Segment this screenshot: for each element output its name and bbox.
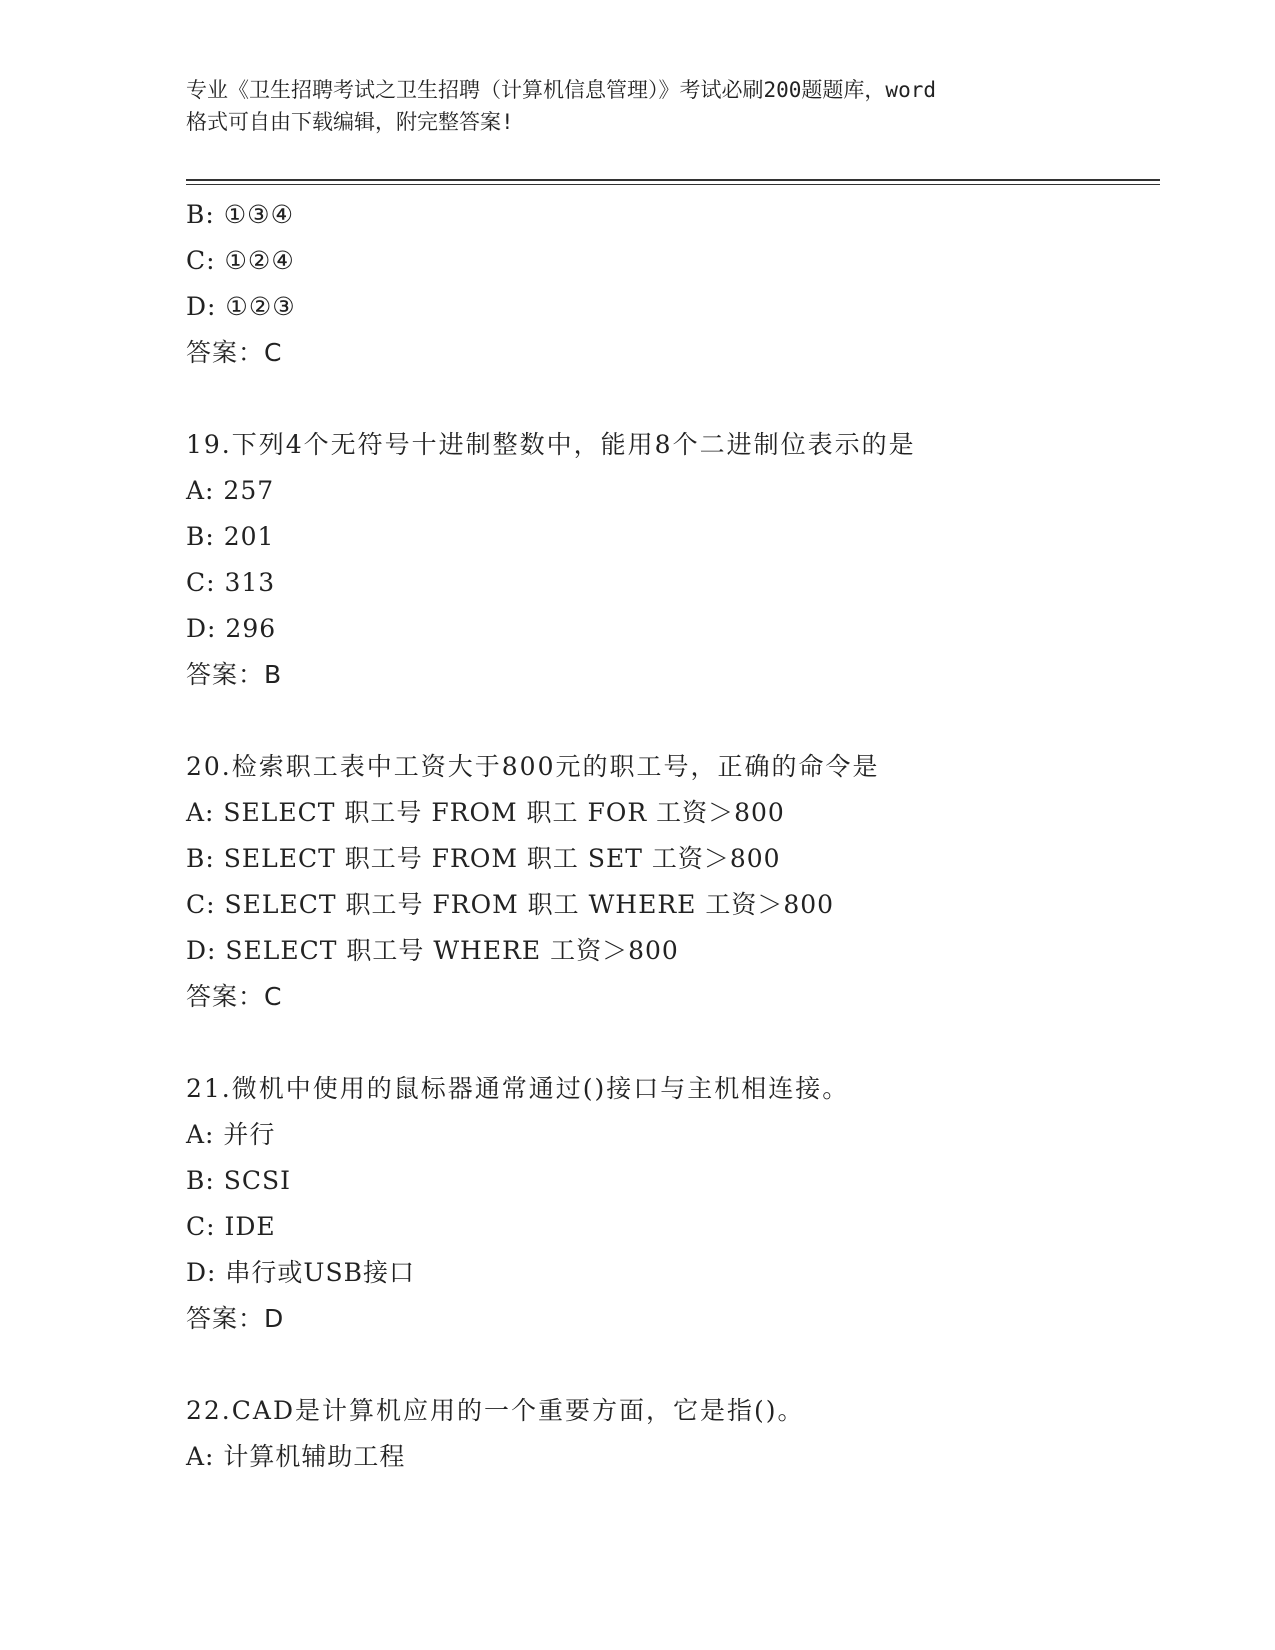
option-c: C: IDE	[186, 1212, 276, 1241]
option-b: B: ①③④	[186, 200, 294, 229]
header-line-2: 格式可自由下载编辑，附完整答案!	[186, 110, 514, 134]
header-rule-thick	[186, 179, 1160, 181]
option-b: B: SCSI	[186, 1166, 291, 1195]
option-d: D: SELECT 职工号 WHERE 工资＞800	[186, 936, 679, 965]
spacer	[186, 376, 1146, 422]
question-list	[186, 192, 1146, 1480]
option-b: B: 201	[186, 522, 275, 551]
question-stem: 22.CAD是计算机应用的一个重要方面，它是指()。	[186, 1396, 805, 1425]
question-block-20	[186, 744, 1146, 1020]
question-block-21	[186, 1066, 1146, 1342]
document-header	[186, 74, 1106, 138]
answer-line: 答案：C	[186, 982, 283, 1011]
question-stem: 19.下列4个无符号十进制整数中，能用8个二进制位表示的是	[186, 430, 916, 459]
option-a: A: 257	[186, 476, 275, 505]
answer-line: 答案：C	[186, 338, 283, 367]
question-block-22	[186, 1388, 1146, 1480]
answer-line: 答案：D	[186, 1304, 285, 1333]
option-b: B: SELECT 职工号 FROM 职工 SET 工资＞800	[186, 844, 781, 873]
question-stem: 20.检索职工表中工资大于800元的职工号，正确的命令是	[186, 752, 880, 781]
question-block-partial	[186, 192, 1146, 376]
option-d: D: 串行或USB接口	[186, 1258, 415, 1287]
option-d: D: 296	[186, 614, 277, 643]
option-a: A: 并行	[186, 1120, 276, 1149]
option-c: C: 313	[186, 568, 276, 597]
spacer	[186, 1020, 1146, 1066]
question-block-19	[186, 422, 1146, 698]
spacer	[186, 1342, 1146, 1388]
option-c: C: ①②④	[186, 246, 295, 275]
answer-line: 答案：B	[186, 660, 283, 689]
question-stem: 21.微机中使用的鼠标器通常通过()接口与主机相连接。	[186, 1074, 850, 1103]
option-a: A: 计算机辅助工程	[186, 1442, 406, 1471]
header-line-1: 专业《卫生招聘考试之卫生招聘（计算机信息管理）》考试必刷200题题库，word	[186, 78, 936, 102]
option-a: A: SELECT 职工号 FROM 职工 FOR 工资＞800	[186, 798, 785, 827]
header-rule-thin	[186, 184, 1160, 185]
spacer	[186, 698, 1146, 744]
option-d: D: ①②③	[186, 292, 296, 321]
option-c: C: SELECT 职工号 FROM 职工 WHERE 工资＞800	[186, 890, 835, 919]
